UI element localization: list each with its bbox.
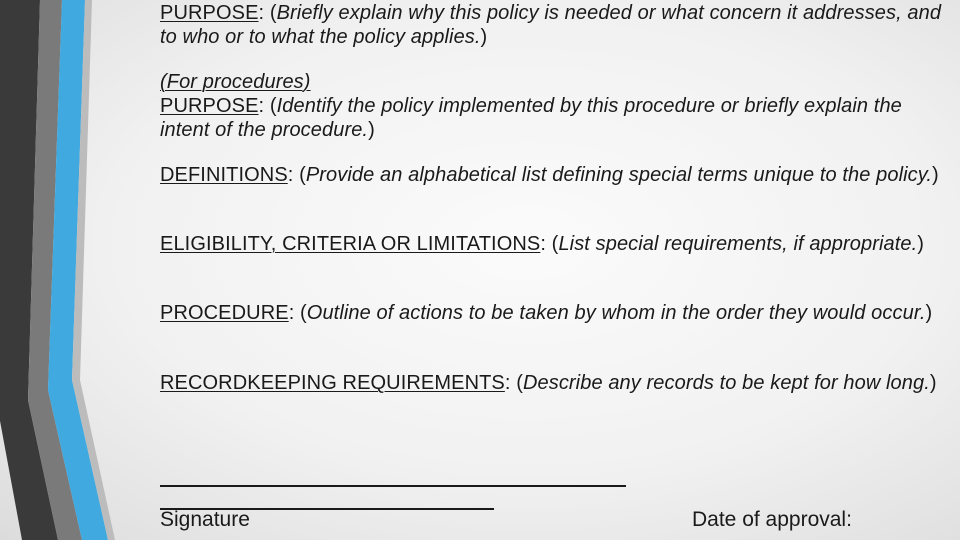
section-heading: PROCEDURE — [160, 302, 289, 324]
separator: : ( — [288, 302, 307, 324]
section-eligibility: ELIGIBILITY, CRITERIA OR LIMITATIONS: (List special requirements, if appropriate.) — [160, 233, 925, 255]
decorative-stripes — [0, 0, 150, 540]
section-description: Identify the policy implemented by this procedure or briefly explain the intent of the procedure. — [160, 95, 902, 141]
section-description: List special requirements, if appropriate. — [558, 233, 918, 255]
signature-line-upper — [160, 485, 626, 487]
section-description: Outline of actions to be taken by whom in the order they would occur. — [306, 302, 926, 324]
section-heading: PURPOSE — [160, 95, 259, 117]
separator: : ( — [504, 372, 523, 394]
section-description: Briefly explain why this policy is needed or what concern it addresses, and to who or to what the policy applies. — [160, 2, 942, 48]
section-description: Provide an alphabetical list defining special terms unique to the policy. — [305, 164, 933, 186]
separator: : ( — [258, 95, 277, 117]
separator: : ( — [540, 233, 559, 255]
section-recordkeeping: RECORDKEEPING REQUIREMENTS: (Describe any records to be kept for how long.) — [160, 372, 937, 394]
section-heading: DEFINITIONS — [160, 164, 288, 186]
date-of-approval-label: Date of approval: — [692, 508, 852, 531]
section-heading: ELIGIBILITY, CRITERIA OR LIMITATIONS — [160, 233, 541, 255]
signature-label: Signature — [160, 508, 250, 531]
section-procedure-purpose: (For procedures) PURPOSE: (Identify the policy implemented by this procedure or briefly explain the intent of the procedure.) — [160, 70, 950, 142]
section-description: Describe any records to be kept for how long. — [522, 372, 930, 394]
separator: : ( — [287, 164, 306, 186]
section-heading: RECORDKEEPING REQUIREMENTS — [160, 372, 505, 394]
section-procedure: PROCEDURE: (Outline of actions to be taken by whom in the order they would occur.) — [160, 302, 933, 324]
section-definitions: DEFINITIONS: (Provide an alphabetical list defining special terms unique to the policy.) — [160, 164, 939, 186]
section-prefix: (For procedures) — [160, 71, 311, 93]
separator: : ( — [258, 2, 277, 24]
section-purpose: PURPOSE: (Briefly explain why this policy is needed or what concern it addresses, and to who or to what the policy applies.) — [160, 2, 942, 48]
section-heading: PURPOSE — [160, 2, 259, 24]
